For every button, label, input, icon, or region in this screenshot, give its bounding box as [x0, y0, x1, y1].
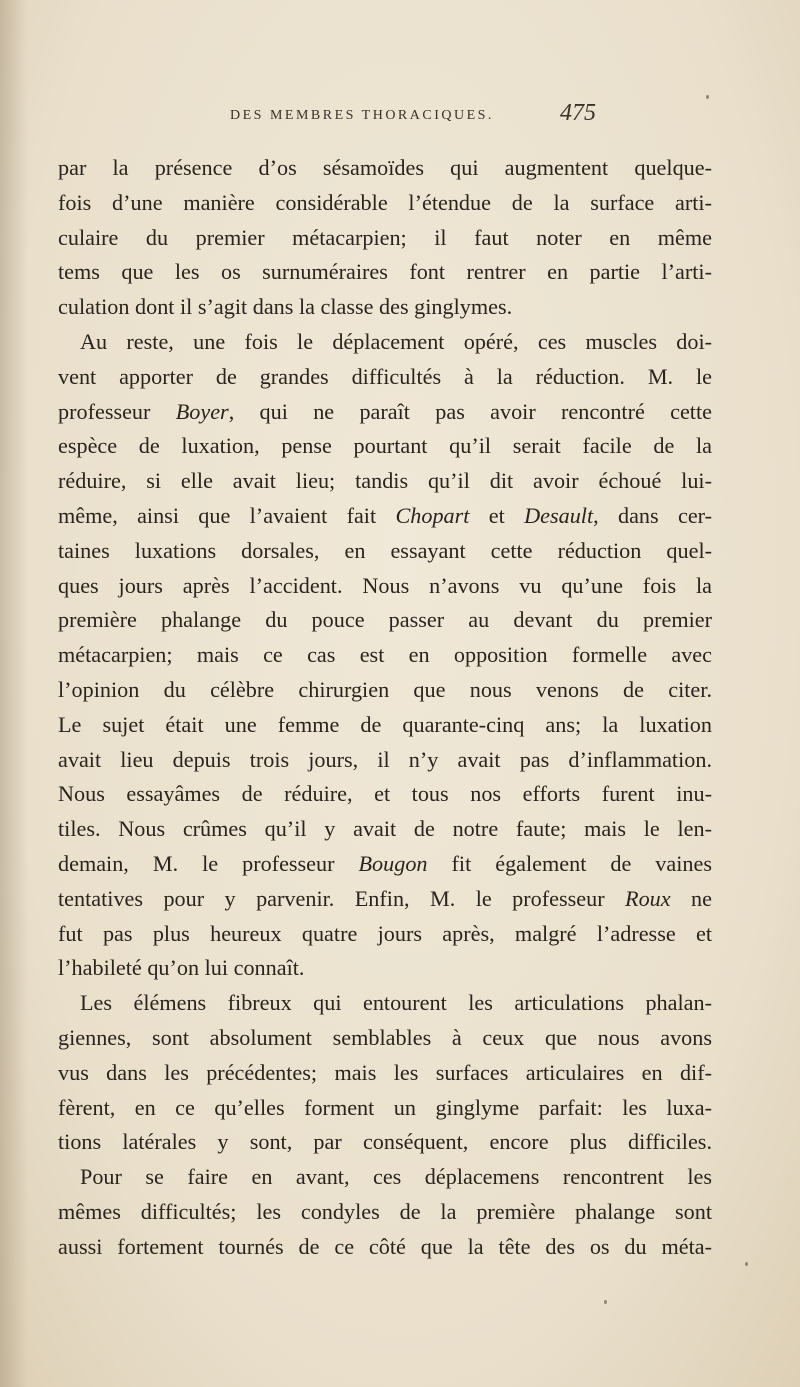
text-line [58, 1091, 712, 1126]
text-line [58, 1056, 712, 1091]
text-segment: , dans cer- [593, 502, 712, 528]
text-segment: l’habileté qu’on lui connaît. [58, 955, 305, 981]
text-line [58, 882, 712, 917]
text-segment: espèce de luxation, pense pourtant qu’il serait facile de la [58, 433, 712, 459]
text-segment: mêmes difficultés; les condyles de la première phalange sont [58, 1198, 712, 1224]
text-line [58, 673, 712, 708]
text-line [58, 290, 712, 325]
text-segment: fut pas plus heureux quatre jours après, malgré l’adresse et [58, 920, 712, 946]
text-segment: ques jours après l’accident. Nous n’avons vu qu’une fois la [58, 572, 712, 598]
page-number: 475 [560, 100, 596, 126]
text-line [58, 569, 712, 604]
body-text [58, 151, 712, 1265]
italic-name: Desault [524, 502, 594, 528]
text-segment: Le sujet était une femme de quarante-cinq ans; la luxation [58, 711, 712, 737]
text-segment: , qui ne paraît pas avoir rencontré cette [228, 398, 712, 424]
text-line [58, 1125, 712, 1160]
text-segment: métacarpien; mais ce cas est en opposition formelle avec [58, 642, 712, 668]
text-line [58, 255, 712, 290]
text-line [58, 603, 712, 638]
text-segment: vent apporter de grandes difficultés à la réduction. M. le [58, 363, 712, 389]
text-segment: tems que les os surnuméraires font rentrer en partie l’arti- [58, 259, 712, 285]
text-segment: tions latérales y sont, par conséquent, encore plus difficiles. [58, 1129, 712, 1155]
text-line [58, 1195, 712, 1230]
text-line [58, 534, 712, 569]
text-segment: tiles. Nous crûmes qu’il y avait de notre faute; mais le len- [58, 816, 712, 842]
text-line [58, 325, 712, 360]
text-line [58, 777, 712, 812]
text-segment: demain, M. le professeur [58, 850, 359, 876]
text-segment: et [469, 502, 525, 528]
text-line [58, 360, 712, 395]
italic-name: Roux [625, 885, 671, 911]
text-segment: Pour se faire en avant, ces déplacemens rencontrent les [80, 1164, 712, 1190]
text-segment: première phalange du pouce passer au devant du premier [58, 607, 712, 633]
paper-speck [745, 1262, 748, 1266]
italic-name: Boyer [175, 398, 229, 424]
text-segment: même, ainsi que l’avaient fait [58, 502, 396, 528]
text-segment: Au reste, une fois le déplacement opéré, ces muscles doi- [80, 328, 712, 354]
text-segment: fèrent, en ce qu’elles forment un ginglyme parfait: les luxa- [58, 1094, 712, 1120]
text-segment: réduire, si elle avait lieu; tandis qu’il dit avoir échoué lui- [58, 468, 712, 494]
text-line [58, 221, 712, 256]
text-line [58, 743, 712, 778]
paper-speck [706, 95, 709, 99]
text-line [58, 1160, 712, 1195]
text-line [58, 151, 712, 186]
text-line [58, 429, 712, 464]
text-segment: avait lieu depuis trois jours, il n’y avait pas d’inflammation. [58, 746, 712, 772]
page-header [0, 100, 800, 144]
text-line [58, 708, 712, 743]
text-line [58, 812, 712, 847]
text-segment: tentatives pour y parvenir. Enfin, M. le professeur [58, 885, 626, 911]
text-line [58, 464, 712, 499]
italic-name: Bougon [358, 850, 428, 876]
text-line [58, 1021, 712, 1056]
paper-speck [604, 1300, 607, 1304]
running-head: DES MEMBRES THORACIQUES. [230, 108, 494, 123]
text-segment: giennes, sont absolument semblables à ceux que nous avons [58, 1024, 712, 1050]
text-segment: culaire du premier métacarpien; il faut noter en même [58, 224, 712, 250]
text-line [58, 917, 712, 952]
text-line [58, 951, 712, 986]
text-segment: Les élémens fibreux qui entourent les articulations phalan- [80, 990, 712, 1016]
text-segment: Nous essayâmes de réduire, et tous nos efforts furent inu- [58, 781, 712, 807]
text-segment: fois d’une manière considérable l’étendue de la surface arti- [58, 189, 712, 215]
text-segment: professeur [58, 398, 176, 424]
text-segment: ne [670, 885, 712, 911]
italic-name: Chopart [395, 502, 470, 528]
text-line [58, 395, 712, 430]
text-segment: aussi fortement tournés de ce côté que la tête des os du méta- [58, 1233, 712, 1259]
text-line [58, 499, 712, 534]
text-segment: par la présence d’os sésamoïdes qui augmentent quelque- [58, 155, 712, 180]
text-segment: fit également de vaines [427, 850, 712, 876]
text-segment: taines luxations dorsales, en essayant cette réduction quel- [58, 537, 712, 563]
text-line [58, 986, 712, 1021]
page-spine-shadow [0, 0, 28, 1387]
text-line [58, 186, 712, 221]
text-line [58, 847, 712, 882]
text-line [58, 638, 712, 673]
text-segment: l’opinion du célèbre chirurgien que nous venons de citer. [58, 676, 712, 702]
text-segment: culation dont il s’agit dans la classe des ginglymes. [58, 294, 513, 320]
text-line [58, 1230, 712, 1265]
text-segment: vus dans les précédentes; mais les surfaces articulaires en dif- [58, 1059, 712, 1085]
